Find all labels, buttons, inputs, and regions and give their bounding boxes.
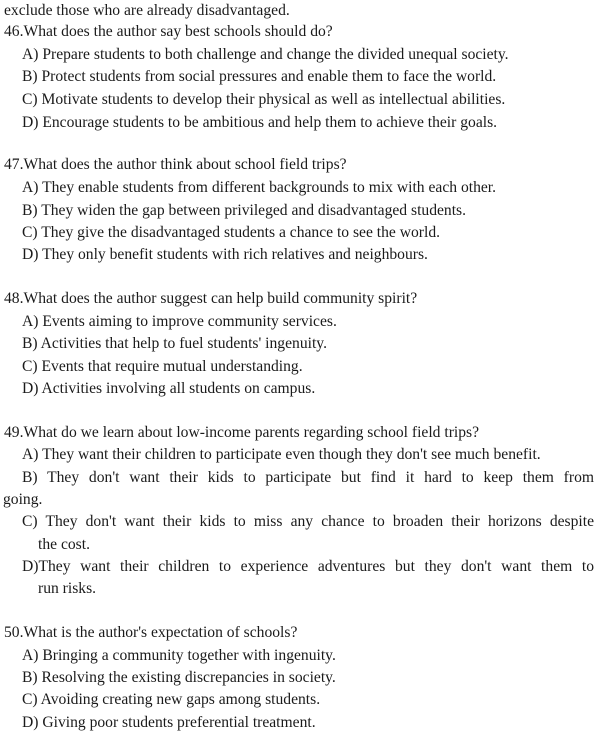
question-48-stem: 48.What does the author suggest can help build community spirit? <box>4 290 418 307</box>
question-50-option-a: A) Bringing a community together with ingenuity. <box>22 647 336 664</box>
question-47-option-d: D) They only benefit students with rich relatives and neighbours. <box>22 246 428 263</box>
question-47-option-c: C) They give the disadvantaged students a chance to see the world. <box>22 224 441 241</box>
question-49-option-c-continuation: the cost. <box>38 536 90 553</box>
question-50-option-d: D) Giving poor students preferential treatment. <box>22 714 316 731</box>
question-48-option-d: D) Activities involving all students on campus. <box>22 380 316 397</box>
question-46-option-c: C) Motivate students to develop their physical as well as intellectual abilities. <box>22 91 506 108</box>
question-47-stem: 47.What does the author think about school field trips? <box>4 156 347 173</box>
question-47-option-b: B) They widen the gap between privileged and disadvantaged students. <box>22 202 467 219</box>
question-49-option-c: C) They don't want their kids to miss any chance to broaden their horizons despite <box>22 513 594 530</box>
question-50-option-b: B) Resolving the existing discrepancies in society. <box>22 669 336 686</box>
question-48-option-c: C) Events that require mutual understanding. <box>22 358 303 375</box>
question-46-option-d: D) Encourage students to be ambitious and help them to achieve their goals. <box>22 114 498 131</box>
question-50-option-c: C) Avoiding creating new gaps among students. <box>22 691 321 708</box>
question-46-option-a: A) Prepare students to both challenge and change the divided unequal society. <box>22 46 509 63</box>
question-47-option-a: A) They enable students from different backgrounds to mix with each other. <box>22 179 497 196</box>
question-49-option-d: D)They want their children to experience adventures but they don't want them to <box>22 558 594 575</box>
question-49-option-a: A) They want their children to participate even though they don't see much benefit. <box>22 446 541 463</box>
question-49-stem: 49.What do we learn about low-income parents regarding school field trips? <box>4 424 480 441</box>
question-48-option-b: B) Activities that help to fuel students' ingenuity. <box>22 335 327 352</box>
question-48-option-a: A) Events aiming to improve community services. <box>22 313 337 330</box>
question-46-stem: 46.What does the author say best schools should do? <box>4 23 333 40</box>
question-49-option-b: B) They don't want their kids to participate but find it hard to keep them from <box>22 469 594 486</box>
question-49-option-d-continuation: run risks. <box>38 580 97 597</box>
intro-text: exclude those who are already disadvantaged. <box>4 2 290 19</box>
question-46-option-b: B) Protect students from social pressures and enable them to face the world. <box>22 68 497 85</box>
question-50-stem: 50.What is the author's expectation of schools? <box>4 624 298 641</box>
question-49-option-b-continuation: going. <box>3 491 43 508</box>
